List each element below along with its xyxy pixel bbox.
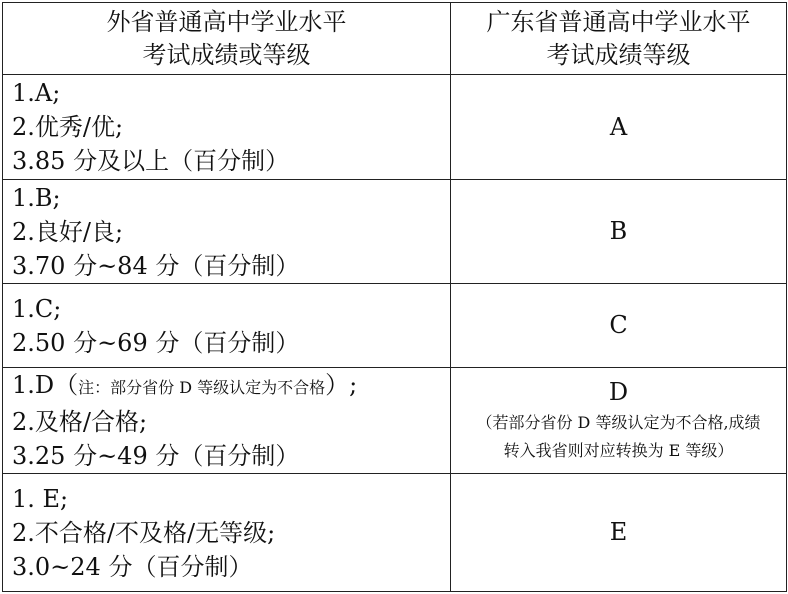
- header-col1-line1: 外省普通高中学业水平: [106, 7, 347, 36]
- row-c-line1: 1.C;: [12, 294, 62, 323]
- header-other-province: [3, 3, 451, 75]
- row-b-line3: 3.70 分~84 分（百分制）: [12, 251, 300, 280]
- header-col2-line1: 广东省普通高中学业水平: [486, 7, 751, 36]
- row-d-line1: [12, 368, 450, 405]
- row-e-line3: 3.0~24 分（百分制）: [12, 552, 253, 581]
- header-guangdong: [451, 3, 787, 75]
- table-row: [3, 284, 787, 368]
- row-d-grade-note-line2: 转入我省则对应转换为 E 等级）: [503, 441, 734, 460]
- row-b-line2: 2.良好/良;: [12, 217, 124, 246]
- row-d-grade-note-line1: （若部分省份 D 等级认定为不合格,成绩: [476, 413, 761, 432]
- table-row: [3, 75, 787, 180]
- row-e-source: [3, 474, 451, 592]
- row-c-source: [3, 284, 451, 368]
- row-e-line1: 1. E;: [12, 484, 69, 513]
- row-c-grade: C: [451, 284, 787, 368]
- row-d-line2: 2.及格/合格;: [12, 408, 148, 436]
- row-d-line1-main: 1.D（: [12, 371, 79, 399]
- row-a-line1: 1.A;: [12, 79, 61, 107]
- row-a-line3: 3.85 分及以上（百分制）: [12, 147, 290, 175]
- row-b-line1: 1.B;: [12, 183, 61, 212]
- table-row: [3, 474, 787, 592]
- row-b-source: [3, 180, 451, 284]
- grade-conversion-table: [2, 2, 787, 592]
- row-d-line1-end: ）;: [325, 371, 358, 399]
- row-a-line2: 2.优秀/优;: [12, 113, 124, 141]
- row-e-grade: E: [451, 474, 787, 592]
- row-a-source: [3, 75, 451, 180]
- row-c-line2: 2.50 分~69 分（百分制）: [12, 328, 300, 357]
- row-a-grade: A: [451, 75, 787, 180]
- row-d-grade: D: [608, 378, 629, 406]
- row-d-grade-cell: [451, 368, 787, 474]
- row-d-source: [3, 368, 451, 474]
- table-row: [3, 180, 787, 284]
- header-col1-line2: 考试成绩或等级: [142, 40, 311, 69]
- table-row: [3, 368, 787, 474]
- table-header-row: [3, 3, 787, 75]
- row-e-line2: 2.不合格/不及格/无等级;: [12, 518, 276, 547]
- row-d-line3: 3.25 分~49 分（百分制）: [12, 442, 300, 470]
- row-d-line1-note: 注：部分省份 D 等级认定为不合格: [78, 378, 326, 397]
- row-b-grade: B: [451, 180, 787, 284]
- header-col2-line2: 考试成绩等级: [546, 40, 691, 69]
